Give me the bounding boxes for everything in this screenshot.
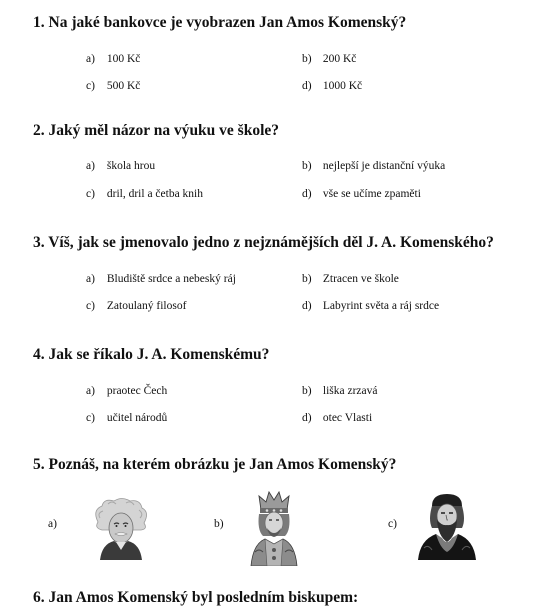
portrait-einstein-icon[interactable] [88,496,154,560]
option-text: Zatoulaný filosof [106,300,187,312]
option-text: Bludiště srdce a nebeský ráj [106,273,236,285]
option-text: nejlepší je distanční výuka [322,160,446,172]
answer-option[interactable] [302,53,356,65]
question-4-title [33,346,269,364]
question-text: Víš, jak se jmenovalo jedno z nejznámějších děl J. A. Komenského? [48,234,494,251]
picture-option-label[interactable]: a) [48,518,57,530]
option-text: 100 Kč [106,53,141,65]
option-letter: b) [302,385,312,397]
option-text: 1000 Kč [322,80,363,92]
portrait-komensky-icon[interactable] [412,488,482,560]
answer-option[interactable] [86,300,186,312]
option-letter: b) [302,160,312,172]
question-number: 4. [33,346,45,363]
answer-option[interactable] [86,80,140,92]
option-letter: d) [302,80,312,92]
option-letter: c) [86,300,95,312]
option-letter: b) [302,53,312,65]
question-text: Jak se říkalo J. A. Komenskému? [48,346,270,363]
option-letter: a) [86,160,95,172]
portrait-king-icon[interactable] [245,490,303,566]
question-number: 6. [33,589,45,606]
option-text: 200 Kč [322,53,357,65]
question-2-title [33,122,279,140]
answer-option[interactable] [302,300,439,312]
option-letter: c) [86,412,95,424]
question-number: 5. [33,456,45,473]
answer-option[interactable] [86,188,203,200]
question-5-title [33,456,396,474]
answer-option[interactable] [302,385,377,397]
question-number: 1. [33,14,45,31]
answer-option[interactable] [86,385,167,397]
option-text: Labyrint světa a ráj srdce [322,300,440,312]
question-6-title [33,589,358,607]
answer-option[interactable] [86,160,155,172]
option-text: vše se učíme zpaměti [322,188,421,200]
answer-option[interactable] [86,273,236,285]
option-text: otec Vlasti [322,412,373,424]
option-text: dril, dril a četba knih [106,188,203,200]
option-letter: d) [302,412,312,424]
answer-option[interactable] [302,188,421,200]
option-letter: a) [86,53,95,65]
question-text: Poznáš, na kterém obrázku je Jan Amos Komenský? [48,456,397,473]
option-letter: b) [302,273,312,285]
option-letter: a) [86,385,95,397]
question-number: 3. [33,234,45,251]
option-letter: c) [86,188,95,200]
answer-option[interactable] [302,412,372,424]
option-text: učitel národů [106,412,168,424]
answer-option[interactable] [86,412,167,424]
question-text: Jan Amos Komenský byl posledním biskupem: [48,589,359,606]
option-text: Ztracen ve škole [322,273,399,285]
option-letter: c) [86,80,95,92]
question-text: Jaký měl názor na výuku ve škole? [48,122,280,139]
option-letter: d) [302,300,312,312]
answer-option[interactable] [302,160,445,172]
picture-option-label[interactable]: b) [214,518,224,530]
option-text: liška zrzavá [322,385,378,397]
picture-option-label[interactable]: c) [388,518,397,530]
option-text: praotec Čech [106,385,168,397]
option-letter: d) [302,188,312,200]
question-1-title [33,14,406,32]
option-text: škola hrou [106,160,156,172]
option-text: 500 Kč [106,80,141,92]
answer-option[interactable] [302,273,399,285]
question-3-title [33,234,494,252]
option-letter: a) [86,273,95,285]
question-text: Na jaké bankovce je vyobrazen Jan Amos Komenský? [48,14,407,31]
question-number: 2. [33,122,45,139]
answer-option[interactable] [86,53,140,65]
answer-option[interactable] [302,80,362,92]
